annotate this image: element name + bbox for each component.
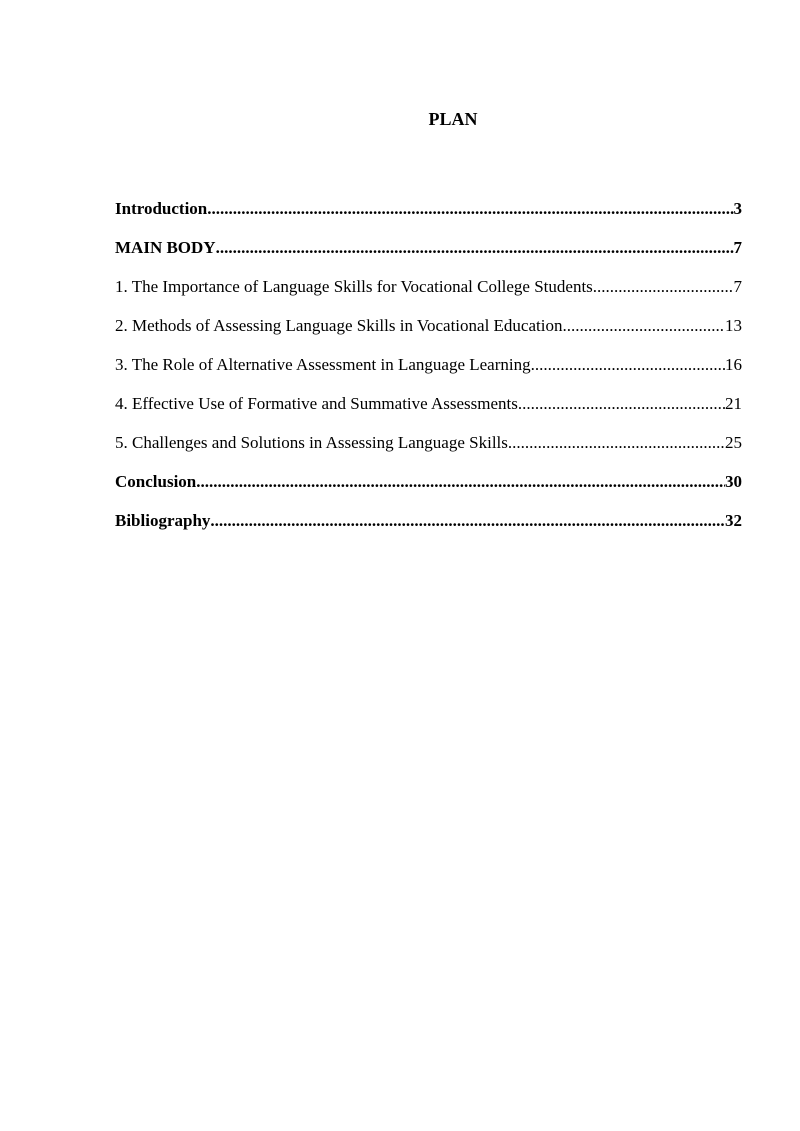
toc-entry-conclusion[interactable]: [115, 471, 742, 510]
toc-entry-label: MAIN BODY: [115, 238, 216, 257]
toc-entry-page: 32: [725, 511, 742, 530]
toc-dot-leader: [531, 354, 725, 376]
table-of-contents: [115, 198, 742, 549]
toc-entry-label: 3. The Role of Alternative Assessment in Language Learning: [115, 355, 531, 374]
toc-entry-main-body[interactable]: [115, 237, 742, 276]
toc-entry-bibliography[interactable]: [115, 510, 742, 549]
toc-entry-section-1[interactable]: [115, 276, 742, 315]
toc-entry-page: 25: [725, 433, 742, 452]
toc-dot-leader: [562, 315, 725, 337]
page-title: PLAN: [428, 109, 478, 129]
toc-entry-page: 3: [733, 199, 742, 218]
toc-entry-introduction[interactable]: [115, 198, 742, 237]
toc-entry-label: Bibliography: [115, 511, 211, 530]
toc-entry-section-5[interactable]: [115, 432, 742, 471]
toc-dot-leader: [216, 237, 734, 259]
toc-dot-leader: [207, 198, 733, 220]
toc-entry-section-3[interactable]: [115, 354, 742, 393]
toc-dot-leader: [210, 510, 725, 532]
toc-dot-leader: [593, 276, 734, 298]
toc-entry-section-4[interactable]: [115, 393, 742, 432]
toc-entry-page: 7: [733, 277, 742, 296]
toc-dot-leader: [508, 432, 725, 454]
toc-entry-page: 21: [725, 394, 742, 413]
toc-entry-label: Conclusion: [115, 472, 197, 491]
toc-dot-leader: [196, 471, 725, 493]
toc-entry-section-2[interactable]: [115, 315, 742, 354]
toc-entry-label: 4. Effective Use of Formative and Summative Assessments: [115, 394, 518, 413]
toc-entry-page: 13: [725, 316, 742, 335]
toc-dot-leader: [518, 393, 725, 415]
toc-entry-page: 30: [725, 472, 742, 491]
toc-entry-page: 16: [725, 355, 742, 374]
toc-entry-label: 5. Challenges and Solutions in Assessing Language Skills: [115, 433, 508, 452]
toc-entry-label: 2. Methods of Assessing Language Skills in Vocational Education: [115, 316, 563, 335]
toc-entry-page: 7: [733, 238, 742, 257]
toc-entry-label: Introduction: [115, 199, 208, 218]
toc-entry-label: 1. The Importance of Language Skills for Vocational College Students: [115, 277, 593, 296]
